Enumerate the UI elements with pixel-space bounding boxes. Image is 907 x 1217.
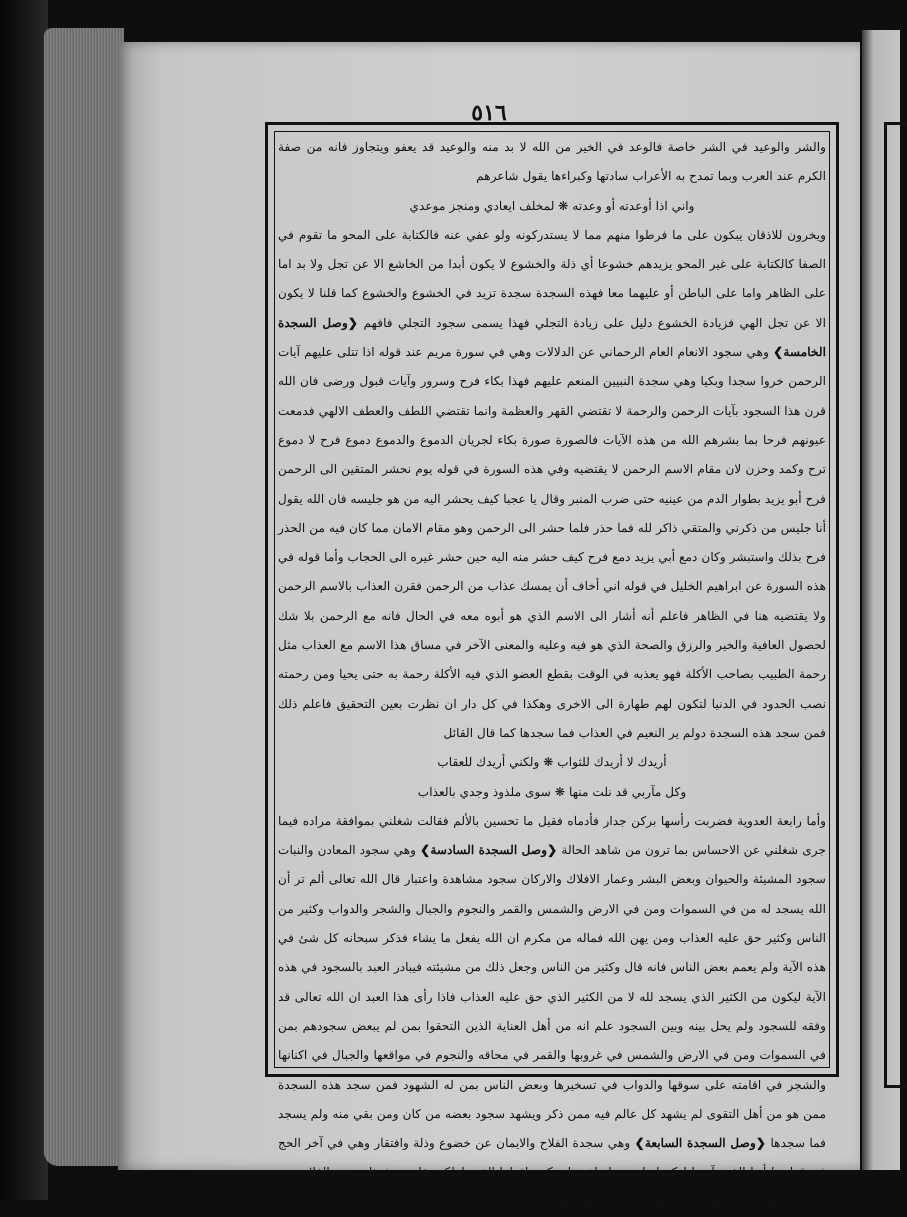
page-edges-stack <box>44 28 124 1166</box>
verse-line: أريدك لا أريدك للثواب ❋ ولكني أريدك للعقاب <box>437 755 667 770</box>
section-heading: ❮وصل السجدة الخامسة❯ <box>278 315 826 360</box>
section-heading: ❮وصل السجدة السادسة❯ <box>420 843 558 858</box>
paragraph-text: ويخرون للاذقان يبكون على ما فرطوا منهم مما لا يستدركونه ولو عفي عنه فالكتابة على المحو ما تقوم في الصفا كالكتابة على غير المحو يزيدهم خشوعا أي ذلة والخشوع لا يكون أبدا من الخاشع الا عن تجل ولا بد اما على الظاهر واما على الباطن أو عليهما معا فهذه السجدة سجدة تزيد في الخشوع والخشوع كما قلنا لا يكون الا عن تجل الهي فزيادة الخشوع دليل على زيادة التجلي فهذا يسمى سجود التجلي فافهم <box>278 227 826 330</box>
book-spine-shadow <box>0 0 48 1200</box>
text-block <box>278 133 827 1209</box>
paragraph-text: وهي سجدة الفلاح والايمان عن خضوع وذلة وافتقار وهي في آخر الحج في قوله يا أيها الذين آمنوا اركعوا واسجدوا واعبدوا ربكم وافعلوا الخير لعلكم تفلحون فهذا سجود الفلاح وهو البقاء والفوز والنجاة فكان فعل الخير بمبادرته للسجود عنده ما سمع <box>278 1136 826 1209</box>
paragraph <box>278 807 826 1217</box>
verse-line: وكل مآربي قد نلت منها ❋ سوى ملذوذ وجدي بالعذاب <box>417 784 687 799</box>
paragraph <box>278 221 826 748</box>
page-number: ٥١٦ <box>471 100 507 126</box>
paragraph-text: وهي سجود الانعام العام الرحماني عن الدلالات وهي في سورة مريم عند قوله اذا تتلى عليهم آيات الرحمن خروا سجدا وبكيا وهي سجدة النبيين المنعم عليهم فهذا بكاء فرح وسرور وآيات قبول ورضى فان الله قرن هذا السجود بآيات الرحمن والرحمة لا تقتضي القهر والعظمة وانما تقتضي اللطف والعطف الالهي فدمعت عيونهم فرحا بما بشرهم الله من هذه الآيات فالصورة صورة بكاء لجريان الدموع والدموع دموع فرح لا دموع ترح وكمد وحزن لان مقام الاسم الرحمن لا يقتضيه وفي هذه السورة في قوله يوم نحشر المتقين الى الرحمن فرح أبو يزيد بطوار الدم من عينيه حتى ضرب المنبر وقال يا عجبا كيف يحشر اليه من هو جليسه فان الله يقول أنا جليس من ذكرني والمتقي ذاكر لله فما حذر فلما حشر الى الرحمن وهو مقام الامان مما كان فيه من الحذر فرح بذلك واستبشر وكان دمع أبي يزيد دمع فرح كيف حشر منه اليه حين حشر غيره الى الحجاب وأما قوله في هذه السورة عن ابراهيم الخليل في قوله اني أخاف أن يمسك عذاب من الرحمن فقرن العذاب بالاسم الرحمن ولا يقتضيه هنا في الظاهر فاعلم أنه أشار الى الاسم الذي هو أبوه معه في الحال فانه مع الرحمن بلا شك لحصول العافية والخير والرزق والصحة الذي هو فيه وعليه والمعنى الآخر في مساق هذا الاسم مع العذاب مثل رحمة الطبيب بصاحب الأكلة فهو يعذبه في الوقت بقطع العضو الذي فيه الأكلة رحمة به حتى يحيا ومن رحمته نصب الحدود في الدنيا لتكون لهم طهارة الى الاخرى وهكذا في كل دار ان نظرت بعين التحقيق فاعلم ذلك فمن سجد هذه السجدة دولم ير النعيم في العذاب فما سجدها كما قال القائل <box>278 345 826 740</box>
paragraph-text: وهي سجود المعادن والنبات سجود المشيئة والحيوان وبعض البشر وعمار الافلاك والاركان سجود مشاهدة واعتبار قال الله تعالى ألم تر أن الله يسجد له من في السموات ومن في الارض والشمس والقمر والنجوم والجبال والشجر والدواب وكثير من الناس وكثير حق عليه العذاب ومن يهن الله فماله من مكرم ان الله يفعل ما يشاء فذكر سبحانه كل شئ في هذه الآية ولم يعمم بعض الناس فانه قال وكثير من الناس وجعل ذلك من مشيئته فيبادر العبد بالسجود في هذه الآية ليكون من الكثير الذي يسجد لله لا من الكثير الذي حق عليه العذاب فاذا رأى هذا العبد ان الله تعالى قد وفقه للسجود ولم يحل بينه وبين السجود علم انه من أهل العناية الذين التحقوا بمن لم يبعض سجودهم بمن في السموات ومن في الارض والشمس في غروبها والقمر في محاقه والنجوم في مواقعها والجبال في اكنانها والشجر في اقامته على سوقها والدواب في تسخيرها وبعض الناس بمن له الشهود فمن سجد هذه السجدة ممن هو من أهل التقوى لم يشهد كل عالم فيه ممن ذكر ويشهد سجود بعضه من كان ومن بقي منه ولم يسجد فما سجدها <box>278 843 826 1151</box>
paragraph-text: وأما رابعة العدوية فضربت رأسها بركن جدار فأدماه فقيل ما تحسين بالألم فقالت شغلني بموافقة مراده فيما جرى شغلني عن الاحساس بما ترون من شاهد الحالة <box>278 813 827 858</box>
paragraph: والشر والوعيد في الشر خاصة فالوعد في الخير من الله لا بد منه والوعيد قد يعفو ويتجاوز فانه من صفة الكرم عند العرب وبما تمدح به الأعراب سادتها وكبراءها يقول شاعرهم <box>278 140 826 184</box>
facing-page-fragment <box>862 30 900 1170</box>
text-frame <box>265 122 839 1209</box>
verse-line: واني اذا أوعدته أو وعدته ❋ لمخلف ايعادي ومنجز موعدي <box>409 198 695 213</box>
section-heading: ❮وصل السجدة السابعة❯ <box>634 1136 767 1151</box>
facing-page-border <box>884 122 907 1088</box>
